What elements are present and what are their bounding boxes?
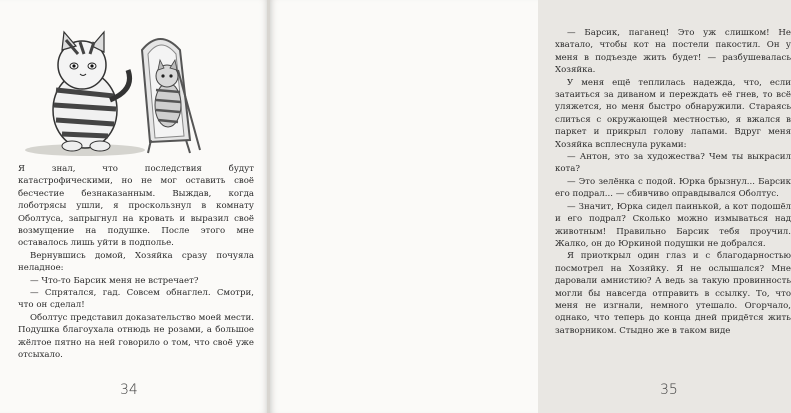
paragraph: — Барсик, паганец! Это уж слишком! Не хватало, чтобы кот на постели пакостил. Он у меня в подъезде жить будет! — разбушевалась Хозяйка. bbox=[555, 28, 791, 76]
paragraph: — Что-то Барсик меня не встречает? bbox=[30, 275, 199, 286]
page-number-right: 35 bbox=[660, 382, 678, 398]
paragraph: Я приоткрыл один глаз и с благодарностью посмотрел на Хозяйку. Я не ослышался? Мне даровали амнистию? А ведь за такую провинность могли бы навсегда отправить в ссылку. То, что меня не изгнали, немного утешало. Огорчало, однако, что теперь до конца дней придётся жить затворником. Стыдно же в таком виде bbox=[555, 251, 791, 336]
paragraph: — Антон, это за художества? Чем ты выкрасил кота? bbox=[555, 152, 791, 175]
page-number-left: 34 bbox=[120, 382, 138, 398]
paragraph: Оболтус представил доказательство моей мести. Подушка благоухала отнюдь не розами, а большое жёлтое пятно на ней говорило о том, что своё уже отсыхало. bbox=[18, 312, 254, 361]
paragraph: Вернувшись домой, Хозяйка сразу почуяла неладное: bbox=[18, 250, 254, 274]
paragraph: Я знал, что последствия будут катастрофическими, но не мог оставить своё бесчестие безнаказанным. Выждав, когда лоботрясы ушли, я проскользнул в комнату Оболтуса, запрыгнул на кровать и выразил своё возмущение на подушке. После этого мне оставалось лишь уйти в подполье. bbox=[18, 164, 254, 249]
left-page-text bbox=[18, 163, 254, 362]
paragraph: У меня ещё теплилась надежда, что, если затаиться за диваном и переждать её гнев, то всё уляжется, но меня быстро обнаружили. Стараясь слиться с окружающей местностью, я вжался в паркет и прикрыл голову лапами. Вдруг меня Хозяйка всплеснула руками: bbox=[555, 77, 791, 150]
paragraph: — Значит, Юрка сидел паинькой, а кот подошёл и его подрал? Сколько можно измываться над животным! Правильно Барсик тебя проучил. Жалко, он до Юркиной подушки не добрался. bbox=[555, 201, 791, 249]
right-page-text bbox=[555, 27, 791, 337]
paragraph: — Спрятался, гад. Совсем обнаглел. Смотри, что он сделал! bbox=[18, 288, 254, 311]
right-page bbox=[270, 0, 791, 413]
left-page bbox=[0, 0, 268, 413]
paragraph: — Это зелёнка с подой. Юрка брызнул... Барсик его подрал... — сбивчиво оправдывался Оболтус. bbox=[555, 176, 791, 200]
mirror bbox=[142, 39, 200, 153]
cat bbox=[53, 32, 130, 151]
cat-mirror-illustration bbox=[10, 10, 210, 160]
